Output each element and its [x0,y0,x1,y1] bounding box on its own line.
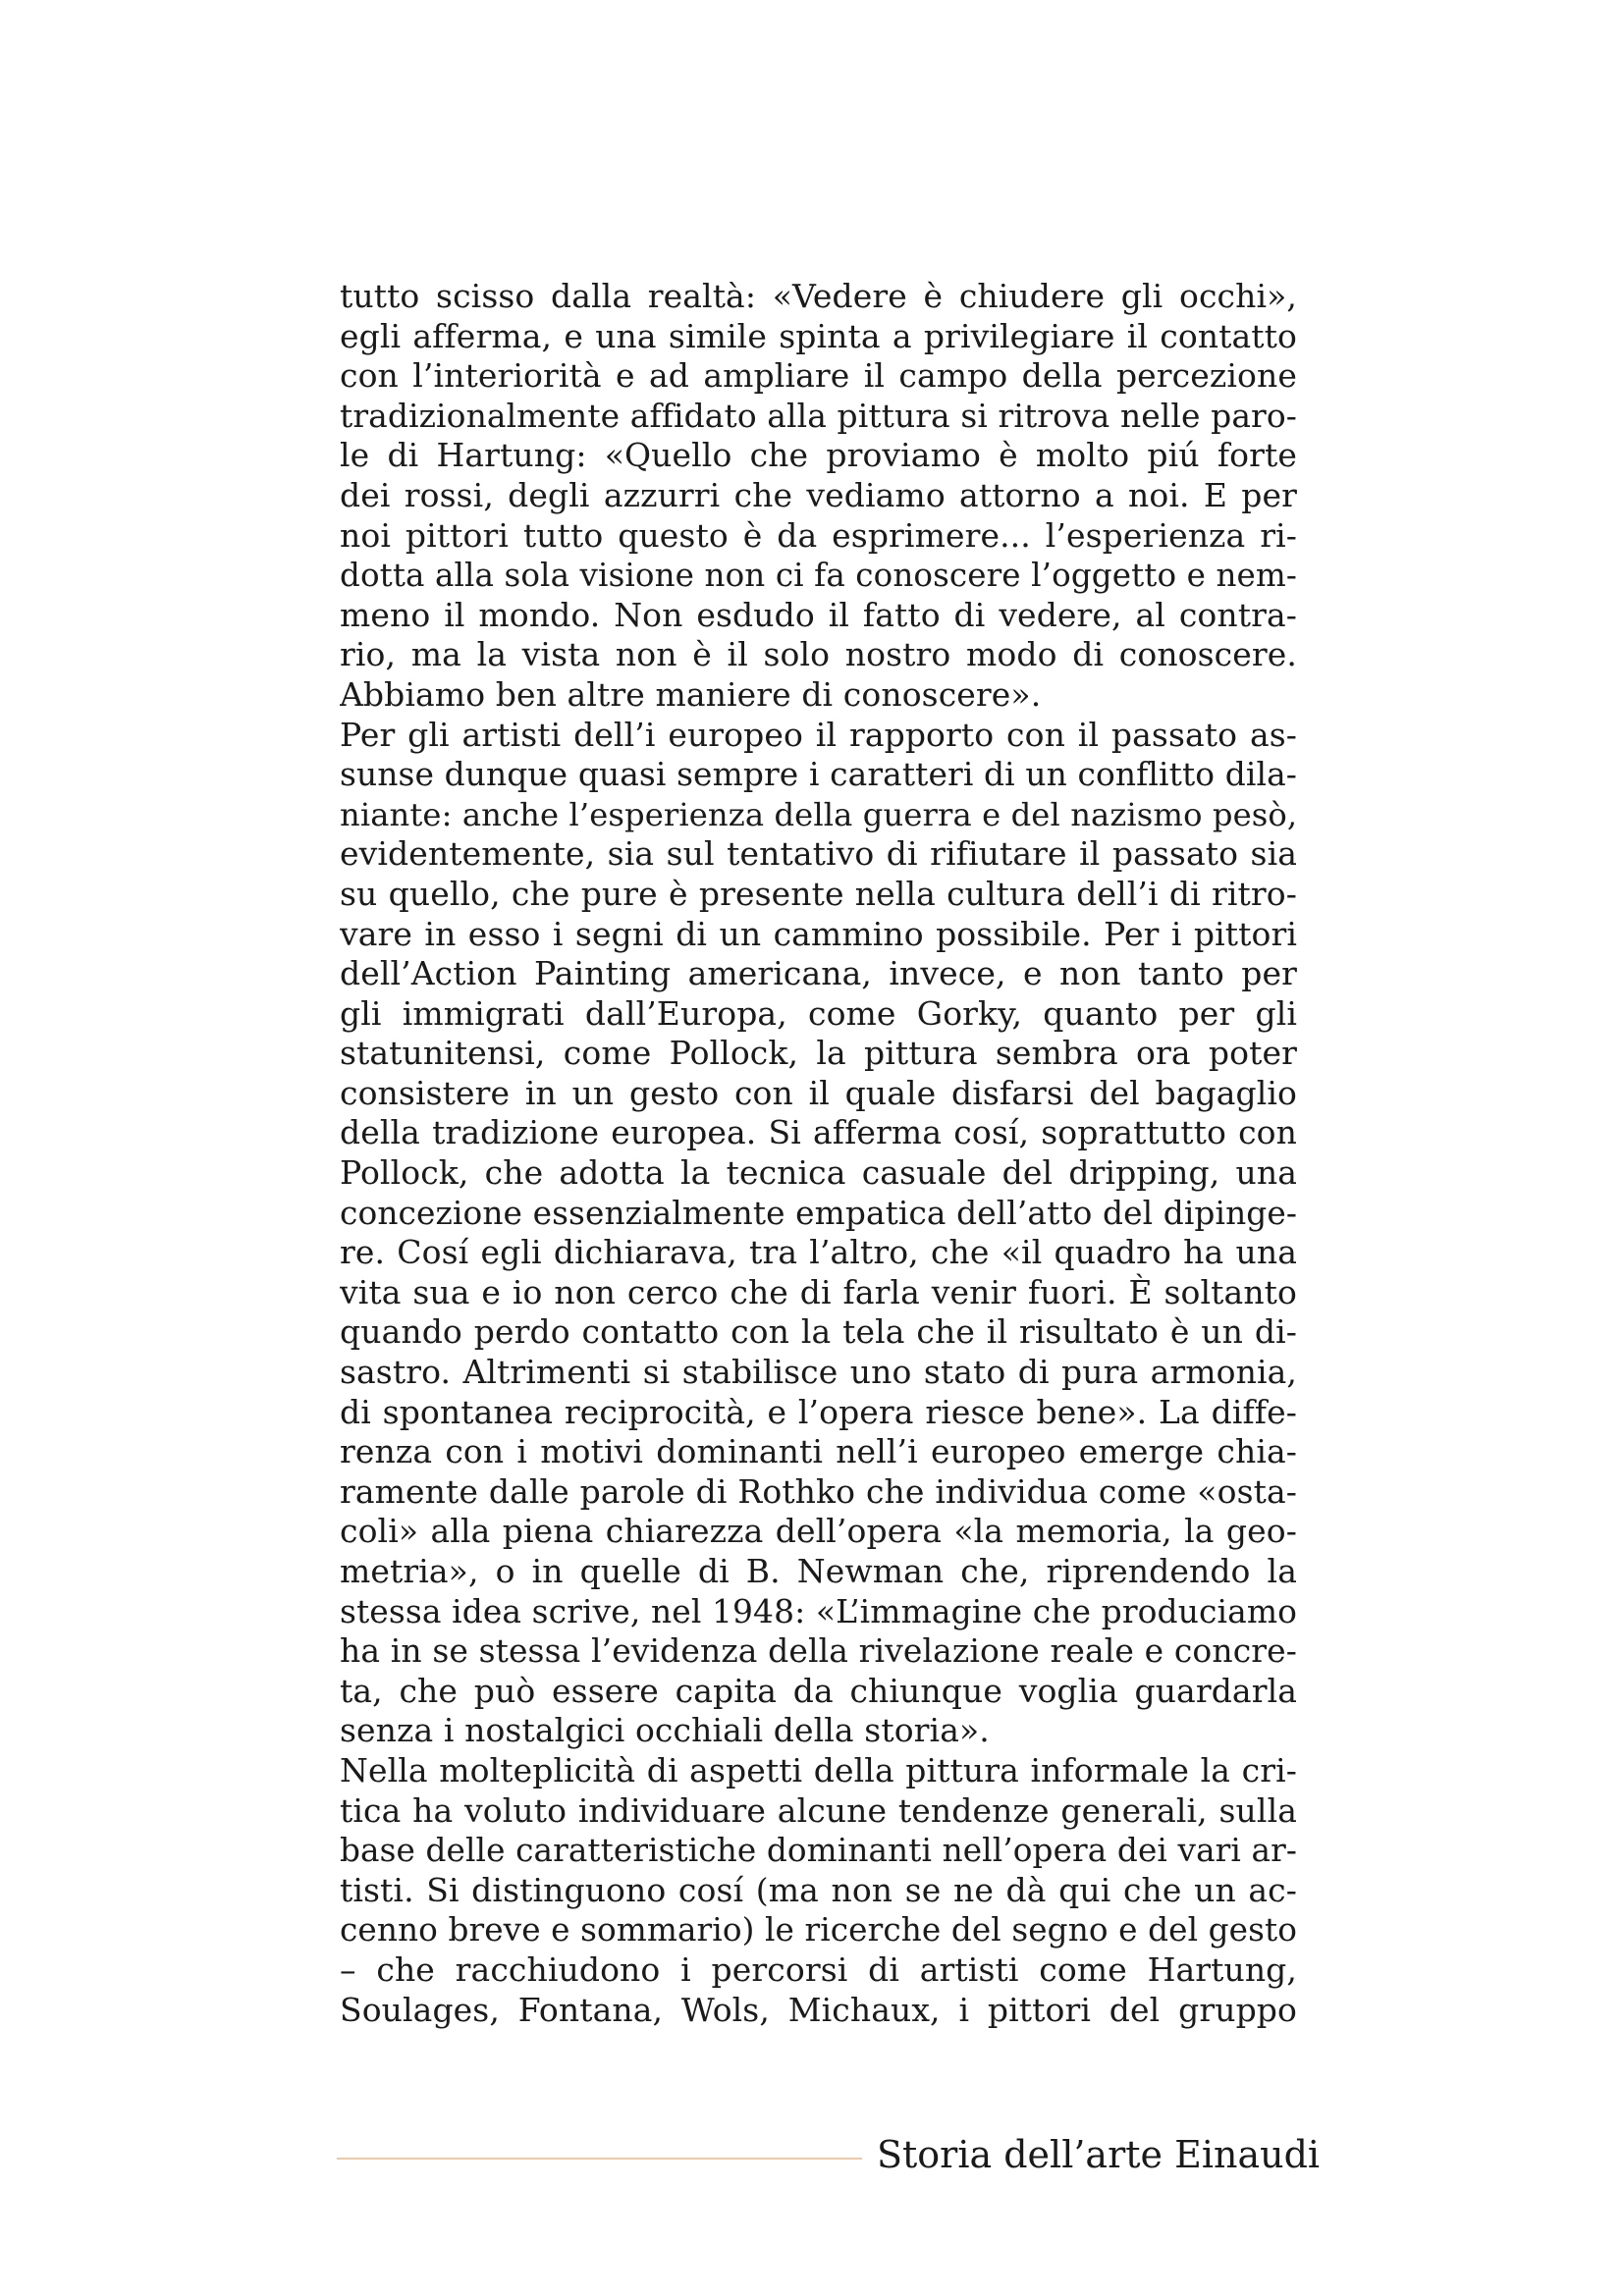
text-line: noi pittori tutto questo è da esprimere... l’esperienza ri- [340,515,1297,555]
text-line: con l’interiorità e ad ampliare il campo della percezione [340,356,1297,396]
text-line: sunse dunque quasi sempre i caratteri di un conflitto dila- [340,755,1297,794]
text-line: quando perdo contatto con la tela che il risultato è un di- [340,1312,1297,1352]
text-line: niante: anche l’esperienza della guerra e del nazismo pesò, [340,795,1297,833]
text-line: re. Cosí egli dichiarava, tra l’altro, che «il quadro ha una [340,1233,1297,1272]
text-line: su quello, che pure è presente nella cultura dell’i di ritro- [340,874,1297,913]
text-line: concezione essenzialmente empatica dell’atto del dipinge- [340,1194,1297,1232]
text-line: le di Hartung: «Quello che proviamo è molto piú forte [340,436,1297,475]
text-line: dotta alla sola visione non ci fa conoscere l’oggetto e nem- [340,557,1297,595]
text-line: evidentemente, sia sul tentativo di rifiutare il passato sia [340,834,1297,874]
text-line: dei rossi, degli azzurri che vediamo attorno a noi. E per [340,475,1297,514]
text-line: consistere in un gesto con il quale disfarsi del bagaglio [340,1073,1297,1112]
text-line: tica ha voluto individuare alcune tendenze generali, sulla [340,1790,1297,1830]
text-line: gli immigrati dall’Europa, come Gorky, quanto per gli [340,993,1297,1033]
text-line: stessa idea scrive, nel 1948: «L’immagine che produciamo [340,1591,1297,1630]
text-line: Abbiamo ben altre maniere di conoscere». [340,674,1042,714]
text-line: – che racchiudono i percorsi di artisti come Hartung, [340,1949,1297,1989]
text-line: tisti. Si distinguono cosí (ma non se ne dà qui che un ac- [340,1870,1297,1909]
body-text [340,277,1297,2030]
text-line: Per gli artisti dell’i europeo il rapporto con il passato as- [340,715,1297,754]
text-line: Soulages, Fontana, Wols, Michaux, i pittori del gruppo [340,1990,1297,2029]
text-line: della tradizione europea. Si afferma cosí, soprattutto con [340,1113,1297,1152]
text-line: renza con i motivi dominanti nell’i europeo emerge chia- [340,1432,1297,1471]
text-line: base delle caratteristiche dominanti nell’opera dei vari ar- [340,1832,1297,1870]
text-line: egli afferma, e una simile spinta a privilegiare il contatto [340,316,1297,355]
text-line: senza i nostalgici occhiali della storia». [340,1711,990,1750]
text-line: di spontanea reciprocità, e l’opera riesce bene». La diffe- [340,1392,1297,1431]
text-line: ramente dalle parole di Rothko che individua come «osta- [340,1471,1297,1511]
text-line: metria», o in quelle di B. Newman che, riprendendo la [340,1552,1297,1590]
text-line: Pollock, che adotta la tecnica casuale del dripping, una [340,1153,1297,1193]
text-line: rio, ma la vista non è il solo nostro modo di conoscere. [340,635,1297,674]
text-line: meno il mondo. Non esdudo il fatto di vedere, al contra- [340,595,1297,634]
text-line: tradizionalmente affidato alla pittura si ritrova nelle paro- [340,396,1297,435]
text-line: tutto scisso dalla realtà: «Vedere è chiudere gli occhi», [340,277,1297,315]
footer-rule [337,2158,862,2160]
text-line: sastro. Altrimenti si stabilisce uno stato di pura armonia, [340,1353,1297,1392]
text-line: vare in esso i segni di un cammino possibile. Per i pittori [340,914,1297,953]
text-line: ta, che può essere capita da chiunque voglia guardarla [340,1671,1297,1710]
text-line: coli» alla piena chiarezza dell’opera «la memoria, la geo- [340,1512,1297,1551]
text-line: dell’Action Painting americana, invece, e non tanto per [340,954,1297,993]
footer-title: Storia dell’arte Einaudi [877,2133,1321,2176]
text-line: Nella molteplicità di aspetti della pittura informale la cri- [340,1750,1297,1789]
text-line: cenno breve e sommario) le ricerche del segno e del gesto [340,1911,1297,1949]
text-line: statunitensi, come Pollock, la pittura sembra ora poter [340,1034,1297,1073]
text-line: vita sua e io non cerco che di farla venir fuori. È soltanto [340,1272,1297,1311]
text-line: ha in se stessa l’evidenza della rivelazione reale e concre- [340,1631,1297,1671]
